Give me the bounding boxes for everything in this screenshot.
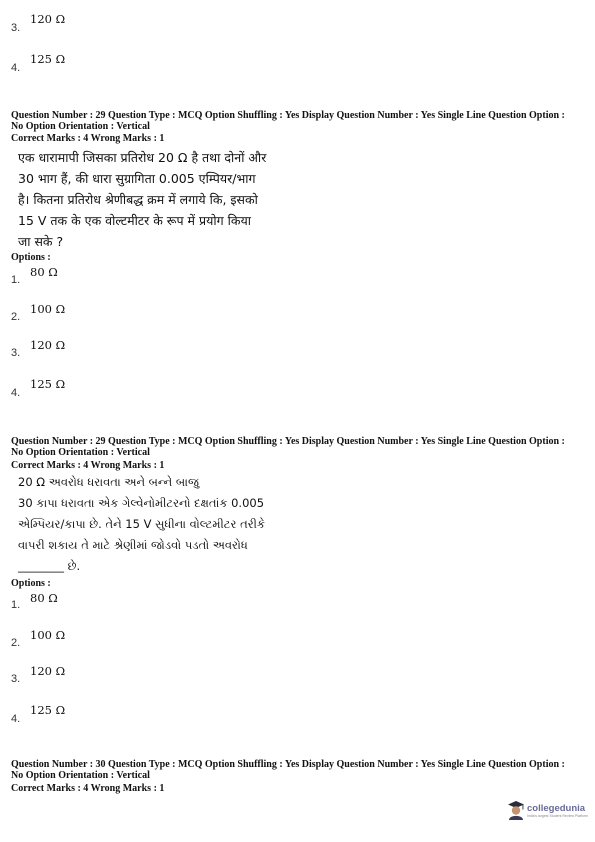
question-text [18,472,308,577]
question-text-line: 20 Ω અવરોધ ધરાવતા અને બન્ને બાજુ [18,475,199,489]
question-meta-line: Question Number : 30 Question Type : MCQ Option Shuffling : Yes Display Question Number : Yes Single Line Question Option : [11,759,565,770]
option-value: 120 Ω [30,664,66,678]
question-meta-line: Question Number : 29 Question Type : MCQ Option Shuffling : Yes Display Question Number : Yes Single Line Question Option : [11,110,565,121]
option-number: 4. [11,62,21,74]
question-meta-line: No Option Orientation : Vertical [11,447,150,458]
option-number: 1. [11,599,21,611]
question-text-line: 30 भाग हैं, की धारा सुग्रागिता 0.005 एम्पियर/भाग [18,171,256,186]
question-text-line: 30 કાપા ધરાવતા એક ગેલ્વેનોમીટરનો દક્ષતાંક 0.005 [18,496,265,510]
question-text-line: एक धारामापी जिसका प्रतिरोध 20 Ω है तथा दोनों और [18,150,267,165]
option-number: 3. [11,22,21,34]
question-text-line: जा सके ? [18,234,64,249]
option-number: 2. [11,311,21,323]
option-value: 125 Ω [30,377,66,391]
question-meta [11,759,586,781]
question-meta-line: Question Number : 29 Question Type : MCQ Option Shuffling : Yes Display Question Number : Yes Single Line Question Option : [11,436,565,447]
option-value: 120 Ω [30,338,66,352]
option-value: 80 Ω [30,591,58,605]
marks-line: Correct Marks : 4 Wrong Marks : 1 [11,133,165,144]
collegedunia-logo [507,800,588,820]
marks-line: Correct Marks : 4 Wrong Marks : 1 [11,460,165,471]
question-text-line: એમ્પિયર/કાપા છે. તેને 15 V સુધીના વોલ્ટમીટર તરીકે [18,517,266,531]
option-value: 125 Ω [30,52,66,66]
option-number: 4. [11,387,21,399]
option-number: 3. [11,347,21,359]
option-number: 1. [11,274,21,286]
question-text-line: ________ છે. [18,559,81,573]
logo-tagline: India's largest Student Review Platform [527,813,588,818]
question-text-line: है। कितना प्रतिरोध श्रेणीबद्ध क्रम में लगाये कि, इसको [18,192,258,207]
option-value: 100 Ω [30,302,66,316]
graduate-avatar-icon [507,800,525,820]
option-value: 100 Ω [30,628,66,642]
option-number: 2. [11,637,21,649]
logo-name: collegedunia [527,802,586,814]
option-value: 120 Ω [30,12,66,26]
question-meta [11,110,586,132]
question-meta-line: No Option Orientation : Vertical [11,121,150,132]
option-value: 125 Ω [30,703,66,717]
question-text [18,147,298,252]
question-text-line: વાપરી શકાય તે માટે શ્રેણીમાં જોડવો પડતો અવરોધ [18,538,248,552]
marks-line: Correct Marks : 4 Wrong Marks : 1 [11,783,165,794]
question-meta-line: No Option Orientation : Vertical [11,770,150,781]
options-heading: Options : [11,252,51,263]
question-meta [11,436,586,458]
question-text-line: 15 V तक के एक वोल्टमीटर के रूप में प्रयोग किया [18,213,251,228]
option-value: 80 Ω [30,265,58,279]
option-number: 4. [11,713,21,725]
options-heading: Options : [11,578,51,589]
option-number: 3. [11,673,21,685]
